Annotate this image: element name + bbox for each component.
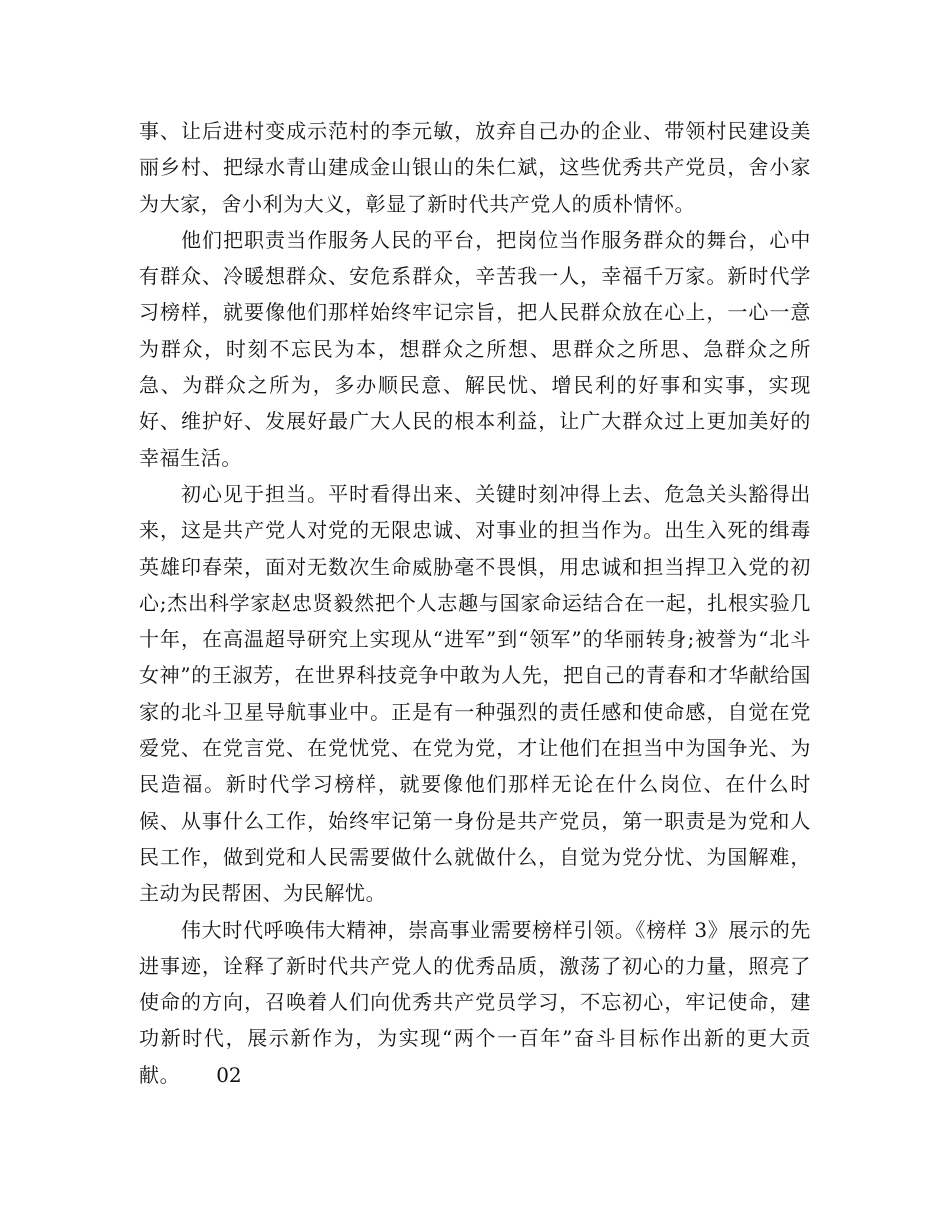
paragraph-service: 他们把职责当作服务人民的平台，把岗位当作服务群众的舞台，心中有群众、冷暖想群众、安危系群众，辛苦我一人，幸福千万家。新时代学习榜样，就要像他们那样始终牢记宗旨，把人民群众放在心上，一心一意为群众，时刻不忘民为本，想群众之所想、思群众之所思、急群众之所急、为群众之所为，多办顺民意、解民忧、增民利的好事和实事，实现好、维护好、发展好最广大人民的根本利益，让广大群众过上更加美好的幸福生活。: [139, 227, 811, 470]
paragraph-conclusion: [139, 912, 811, 1093]
paragraph-responsibility: 初心见于担当。平时看得出来、关键时刻冲得上去、危急关头豁得出来，这是共产党人对党的无限忠诚、对事业的担当作为。出生入死的缉毒英雄印春荣，面对无数次生命威胁毫不畏惧，用忠诚和担当捍卫入党的初心;杰出科学家赵忠贤毅然把个人志趣与国家命运结合在一起，扎根实验几十年，在高温超导研究上实现从“进军”到“领军”的华丽转身;被誉为“北斗女神”的王淑芳，在世界科技竞争中敢为人先，把自己的青春和才华献给国家的北斗卫星导航事业中。正是有一种强烈的责任感和使命感，自觉在党爱党、在党言党、在党忧党、在党为党，才让他们在担当中为国争光、为民造福。新时代学习榜样，就要像他们那样无论在什么岗位、在什么时候、从事什么工作，始终牢记第一身份是共产党员，第一职责是为党和人民工作，做到党和人民需要做什么就做什么，自觉为党分忧、为国解难，主动为民帮困、为民解忧。: [139, 481, 811, 906]
document-body: [139, 113, 811, 1093]
paragraph-conclusion-text: 伟大时代呼唤伟大精神，崇高事业需要榜样引领。《榜样 3》展示的先进事迹，诠释了新时代共产党人的优秀品质，激荡了初心的力量，照亮了使命的方向，召唤着人们向优秀共产党员学习，不忘初心，牢记使命，建功新时代，展示新作为，为实现“两个一百年”奋斗目标作出新的更大贡献。: [139, 917, 811, 1087]
page-number: 02: [216, 1062, 242, 1087]
paragraph-continuation: 事、让后进村变成示范村的李元敏，放弃自己办的企业、带领村民建设美丽乡村、把绿水青山建成金山银山的朱仁斌，这些优秀共产党员，舍小家为大家，舍小利为大义，彰显了新时代共产党人的质朴情怀。: [139, 119, 811, 216]
